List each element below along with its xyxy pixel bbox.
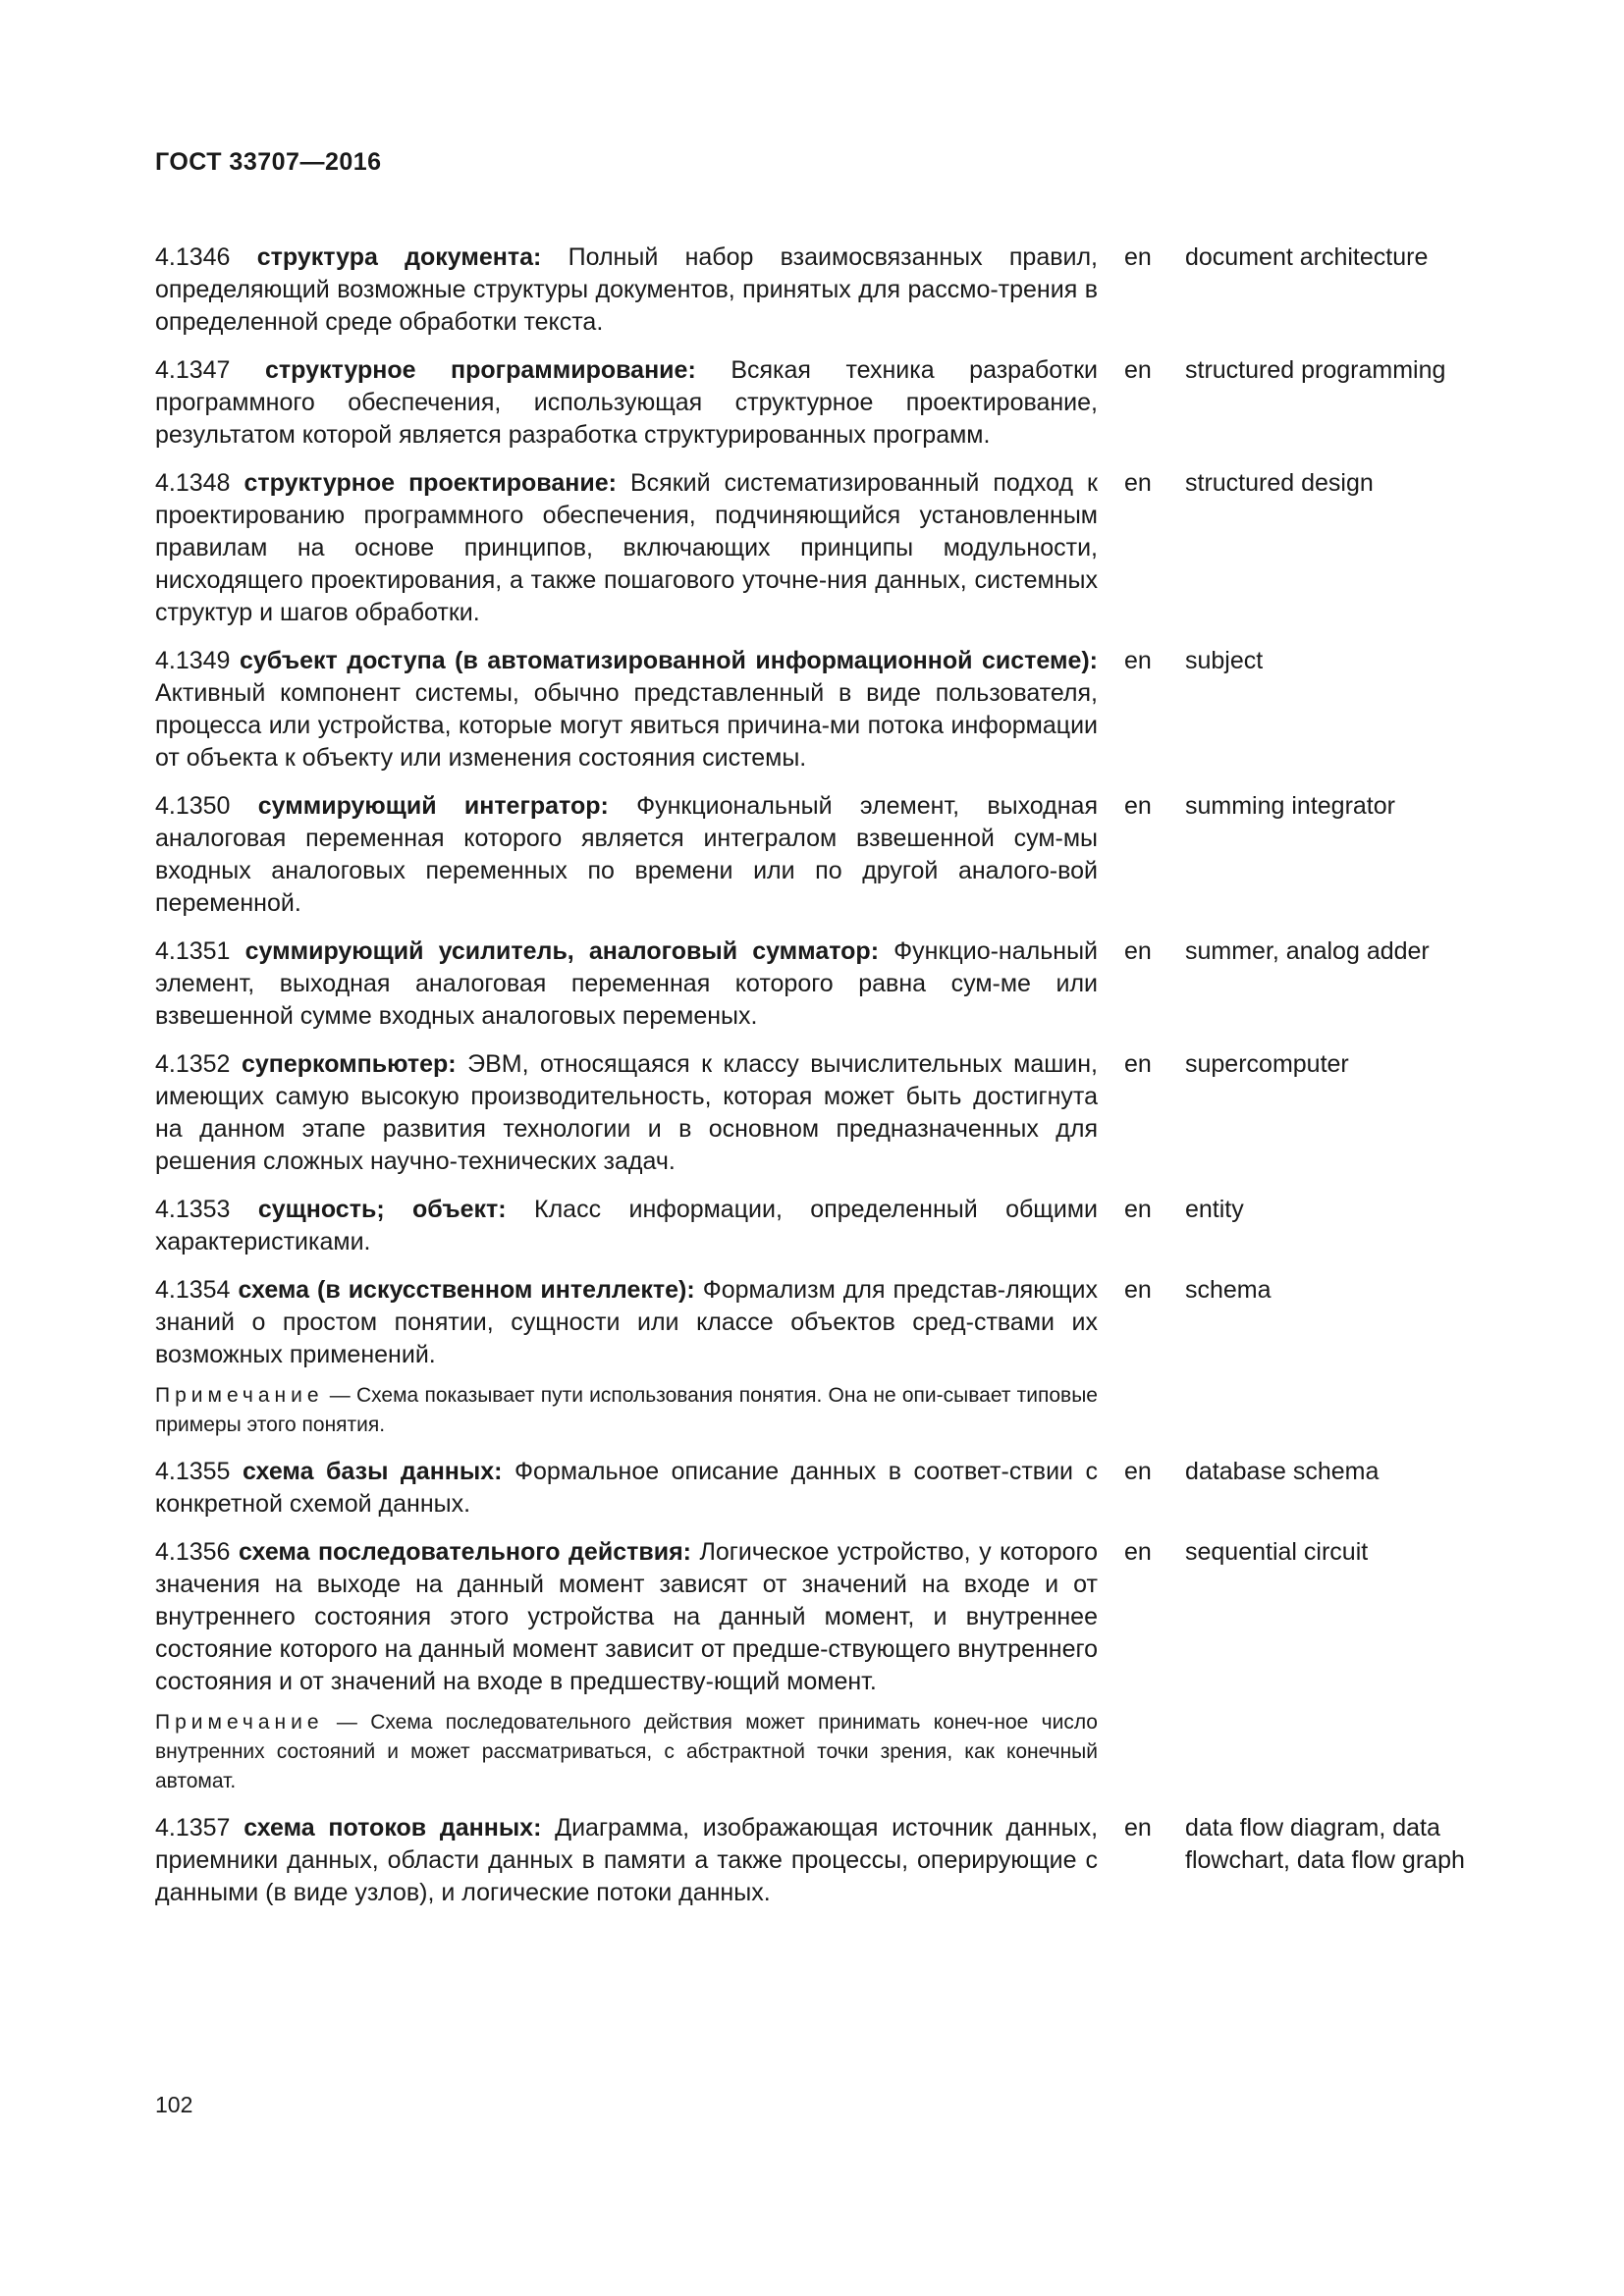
entry-number: 4.1350	[155, 792, 231, 820]
note-label: Примечание	[155, 1384, 324, 1407]
entry-text: Логическое устройство, у которого значения на выходе на данный момент зависят от значений на входе и от внутреннего состояния этого устройства на данный момент, и внутреннее состояние которого на данный момент зависит от предше-ствующего внутреннего состояния и от значений на входе в предшеству-ющий момент.	[155, 1538, 1098, 1695]
entry-english-term: subject	[1185, 647, 1264, 674]
entry-lang: en	[1124, 1538, 1152, 1566]
term-entry	[155, 790, 1490, 920]
term-entry	[155, 1536, 1490, 1698]
entry-definition	[155, 1048, 1098, 1178]
entry-lang: en	[1124, 469, 1152, 497]
entry-english-term: supercomputer	[1185, 1050, 1349, 1078]
term-entry	[155, 645, 1490, 774]
entry-english-term: database schema	[1185, 1458, 1380, 1485]
entry-text: Всякая техника разработки программного обеспечения, использующая структурное проектирование, результатом которой является разработка структурированных программ.	[155, 356, 1098, 449]
entry-text: Активный компонент системы, обычно представленный в виде пользователя, процесса или устройства, которые могут явиться причина-ми потока информации от объекта к объекту или изменения состояния системы.	[155, 679, 1098, 772]
entry-term: схема последовательного действия:	[238, 1538, 691, 1566]
entry-text: Функциональный элемент, выходная аналоговая переменная которого является интегралом взвешенной сум-мы входных аналоговых переменных по времени или по другой аналого-вой переменной.	[155, 792, 1098, 917]
term-entries	[155, 241, 1490, 1925]
term-entry	[155, 1812, 1490, 1909]
entry-term: структура документа:	[256, 243, 542, 271]
term-entry	[155, 467, 1490, 629]
note-label: Примечание	[155, 1711, 324, 1734]
entry-number: 4.1355	[155, 1458, 231, 1485]
entry-definition	[155, 645, 1098, 774]
entry-text: Полный набор взаимосвязанных правил, определяющий возможные структуры документов, принятых для рассмо-трения в определенной среде обработки текста.	[155, 243, 1098, 336]
entry-lang: en	[1124, 1196, 1152, 1223]
entry-term: схема базы данных:	[242, 1458, 503, 1485]
term-entry	[155, 241, 1490, 339]
entry-lang: en	[1124, 1814, 1152, 1842]
entry-english-term: schema	[1185, 1276, 1272, 1304]
entry-number: 4.1354	[155, 1276, 231, 1304]
entry-text: Формализм для представ-ляющих знаний о простом понятии, сущности или классе объектов сред-ствами их возможных применений.	[155, 1276, 1098, 1368]
entry-note	[155, 1381, 1098, 1440]
entry-definition	[155, 1456, 1098, 1521]
page-number: 102	[155, 2092, 193, 2117]
entry-number: 4.1357	[155, 1814, 231, 1842]
entry-lang: en	[1124, 647, 1152, 674]
entry-definition	[155, 935, 1098, 1033]
entry-term: суперкомпьютер:	[241, 1050, 457, 1078]
entry-number: 4.1347	[155, 356, 231, 384]
entry-definition	[155, 467, 1098, 629]
term-entry	[155, 354, 1490, 452]
entry-text: Всякий систематизированный подход к проектированию программного обеспечения, подчиняющийся установленным правилам на основе принципов, включающих принципы модульности, нисходящего проектирования, а также пошагового уточне-ния данных, системных структур и шагов обработки.	[155, 469, 1098, 626]
entry-number: 4.1351	[155, 937, 231, 965]
entry-text: Класс информации, определенный общими характеристиками.	[155, 1196, 1098, 1255]
entry-english-term: structured programming	[1185, 356, 1446, 384]
entry-definition	[155, 1194, 1098, 1258]
term-entry	[155, 1194, 1490, 1258]
entry-definition	[155, 354, 1098, 452]
entry-lang: en	[1124, 356, 1152, 384]
entry-lang: en	[1124, 243, 1152, 271]
entry-english-term: summer, analog adder	[1185, 937, 1430, 965]
note-text: — Схема показывает пути использования понятия. Она не опи-сывает типовые примеры этого понятия.	[155, 1384, 1098, 1436]
entry-number: 4.1356	[155, 1538, 231, 1566]
entry-definition	[155, 790, 1098, 920]
entry-english-term: document architecture	[1185, 243, 1429, 271]
entry-text: Функцио-нальный элемент, выходная аналоговая переменная которого равна сум-ме или взвешенной сумме входных аналоговых переменых.	[155, 937, 1098, 1030]
entry-lang: en	[1124, 1458, 1152, 1485]
entry-english-term: entity	[1185, 1196, 1244, 1223]
entry-definition	[155, 1536, 1098, 1698]
entry-term: суммирующий усилитель, аналоговый сумматор:	[244, 937, 880, 965]
document-header: ГОСТ 33707—2016	[155, 148, 382, 176]
entry-lang: en	[1124, 1276, 1152, 1304]
entry-english-term: summing integrator	[1185, 792, 1395, 820]
entry-english-term: structured design	[1185, 469, 1374, 497]
entry-definition	[155, 1274, 1098, 1371]
entry-term: структурное проектирование:	[244, 469, 617, 497]
entry-lang: en	[1124, 937, 1152, 965]
entry-term: субъект доступа (в автоматизированной информационной системе):	[239, 647, 1099, 674]
entry-term: схема (в искусственном интеллекте):	[238, 1276, 695, 1304]
entry-definition	[155, 1812, 1098, 1909]
entry-lang: en	[1124, 792, 1152, 820]
term-entry	[155, 1048, 1490, 1178]
entry-term: суммирующий интегратор:	[257, 792, 609, 820]
term-entry	[155, 935, 1490, 1033]
entry-number: 4.1349	[155, 647, 231, 674]
entry-number: 4.1352	[155, 1050, 231, 1078]
entry-number: 4.1353	[155, 1196, 231, 1223]
entry-lang: en	[1124, 1050, 1152, 1078]
entry-text: Формальное описание данных в соответ-ствии с конкретной схемой данных.	[155, 1458, 1099, 1518]
entry-number: 4.1346	[155, 243, 231, 271]
entry-number: 4.1348	[155, 469, 231, 497]
entry-definition	[155, 241, 1098, 339]
term-entry	[155, 1274, 1490, 1371]
entry-term: структурное программирование:	[265, 356, 696, 384]
entry-text: ЭВМ, относящаяся к классу вычислительных машин, имеющих самую высокую производительность, которая может быть достигнута на данном этапе развития технологии и в основном предназначенных для решения сложных научно-технических задач.	[155, 1050, 1098, 1175]
entry-term: схема потоков данных:	[244, 1814, 542, 1842]
entry-text: Диаграмма, изображающая источник данных, приемники данных, области данных в памяти а также процессы, оперирующие с данными (в виде узлов), и логические потоки данных.	[155, 1814, 1099, 1906]
term-entry	[155, 1456, 1490, 1521]
entry-term: сущность; объект:	[257, 1196, 507, 1223]
entry-note	[155, 1708, 1098, 1796]
entry-english-term: sequential circuit	[1185, 1538, 1369, 1566]
note-text: — Схема последовательного действия может принимать конеч-ное число внутренних состояний и может рассматриваться, с абстрактной точки зрения, как конечный автомат.	[155, 1711, 1098, 1792]
entry-english-term: data flow diagram, data flowchart, data flow graph	[1185, 1814, 1465, 1874]
